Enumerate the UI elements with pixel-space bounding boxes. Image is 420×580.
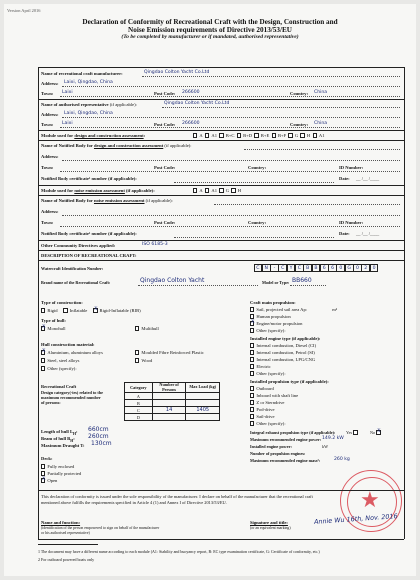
signature-label: Signature and title: [250, 520, 288, 525]
hull-type-label: Type of hull: [41, 318, 66, 323]
frame-top [38, 67, 404, 68]
dotted-line [138, 285, 258, 286]
noise-module-label: Module used for [41, 188, 74, 193]
main-option-engine [250, 321, 302, 326]
dotted-line [174, 182, 334, 183]
statement-line2: mentioned above fulfills the requirements specified in Article 4 (1) and Annex I of Directive 2013/53/EU. [41, 500, 227, 505]
noise-module-label-u: noise emission assessment [74, 188, 125, 193]
option-label: Other (specify): [47, 366, 77, 371]
option-label: Steel, steel alloys [47, 358, 80, 363]
checkbox-design-bd[interactable] [237, 133, 241, 137]
table-header: Number of Persons [152, 383, 186, 393]
model-label: Model or Type: [262, 280, 290, 285]
table-cell: D [125, 414, 153, 421]
checkbox-noise-a1[interactable] [205, 188, 209, 192]
handwritten-signature: Annie Wu 16th, Nov. 2016 [313, 512, 398, 526]
material-option-steel [41, 358, 79, 363]
dotted-line [62, 160, 400, 161]
noise-cert-label: Notified Body certificate¹ number (if applicable): [41, 231, 137, 236]
description-header: DESCRIPTION OF RECREATIONAL CRAFT: [41, 253, 137, 258]
option-label: Other (specify): [256, 421, 286, 426]
checkbox-frp[interactable] [135, 350, 139, 354]
dotted-line [142, 76, 400, 77]
authorised-name-value: Qingdao Colton Yacht Co.Ltd [164, 101, 230, 106]
checkbox-integral-yes[interactable] [353, 430, 357, 434]
other-directives-label: Other Community Directives applied: [41, 243, 116, 248]
win-cell[interactable]: B [303, 264, 312, 272]
option-label: Wood [141, 358, 153, 363]
checkbox-wood[interactable] [135, 358, 139, 362]
dotted-line [162, 107, 400, 108]
section-divider [38, 140, 404, 141]
design-address-label: Address: [41, 154, 59, 159]
option-label: Other (specify): [256, 328, 286, 333]
length-row: Length of hull $L_H$: [41, 429, 78, 436]
ptype-option-pod [250, 407, 275, 412]
noise-idnumber-label: ID Number: [339, 220, 364, 225]
section-divider [38, 240, 404, 241]
manufacturer-country-label: Country: [290, 91, 309, 96]
dotted-line [62, 215, 400, 216]
option-label: Z or Sterndrive [256, 400, 285, 405]
name-function-note2: or his authorised representative) [41, 531, 90, 535]
hull-option-mono [41, 326, 66, 331]
title-line2: Noise Emission requirements of Directive 2013/53/EU [128, 26, 292, 34]
option-label: Engine/motor propulsion [256, 321, 303, 326]
option-label: Inflatable [69, 308, 88, 313]
noise-notified-row [41, 198, 173, 203]
checkbox-design-bf[interactable] [272, 133, 276, 137]
option-label: B+C [225, 133, 235, 138]
section-divider [38, 185, 404, 186]
table-cell: A [125, 393, 153, 400]
frame-bottom [38, 539, 404, 540]
checkbox-inflatable[interactable] [63, 308, 67, 312]
checkbox-material-other[interactable] [41, 366, 45, 370]
installed-power-unit: kW [322, 444, 329, 449]
checkbox-design-a[interactable] [193, 133, 197, 137]
design-cert-label: Notified Body certificate¹ number (if applicable): [41, 176, 137, 181]
option-label: A1 [318, 133, 325, 138]
deck-option-enclosed [41, 464, 74, 469]
material-option-wood [135, 358, 152, 363]
win-label: Watercraft Identification Number: [41, 266, 104, 271]
deck-label: Deck: [41, 456, 53, 461]
manufacturer-address-value: Laixi, Qingdao, China [64, 80, 113, 85]
win-cells [254, 264, 378, 272]
table-row [125, 393, 220, 400]
length-value: 660cm [88, 426, 109, 433]
win-cell[interactable]: B [312, 264, 321, 272]
installed-power-label: Installed engine power: [250, 444, 292, 449]
sail-area-unit: m² [332, 307, 338, 312]
manufacturer-postcode-label: Post Code: [154, 91, 176, 96]
win-cell[interactable]: C [254, 264, 263, 272]
checkbox-electric[interactable] [250, 364, 254, 368]
design-category-label2: Design category(-ies) related to the [41, 390, 104, 395]
max-mass-label: Maximum recommended engine mass²: [250, 458, 321, 463]
statement-line1: This declaration of conformity is issued under the sole responsibility of the manufacturer. I declare on behalf of the manufacturer that the recreational craft [41, 494, 313, 499]
authorised-country-value: China [314, 121, 328, 126]
noise-module-label-note: (if applicable): [126, 188, 155, 193]
design-module-label-u: design and construction assessment [74, 133, 144, 138]
table-header-row [125, 383, 220, 393]
noise-postcode-label: Post Code: [154, 220, 176, 225]
design-notified-label: Name of Notified Body for [41, 143, 93, 148]
design-module-label: Module used for [41, 133, 74, 138]
table-cell[interactable] [152, 393, 186, 400]
ptype-option-inboard [250, 393, 298, 398]
design-category-label1: Recreational Craft [41, 384, 77, 389]
checkbox-design-bc[interactable] [219, 133, 223, 137]
dotted-line [214, 204, 400, 205]
noise-country-label: Country: [248, 220, 267, 225]
checkbox-fully-enclosed[interactable] [41, 464, 45, 468]
win-cell[interactable]: 6 [320, 264, 329, 272]
dotted-line [174, 237, 334, 238]
frame-left [38, 67, 39, 539]
footnote-rule [38, 544, 98, 545]
design-date-label: Date: [339, 176, 350, 181]
design-notified-row [41, 143, 192, 148]
win-cell[interactable]: 0 [353, 264, 362, 272]
design-postcode-label: Post Code: [154, 165, 176, 170]
ptype-option-saildrive [250, 414, 275, 419]
checkbox-open[interactable]: X [42, 477, 46, 483]
propulsion-type-label: Installed propulsion type (if applicable): [250, 379, 329, 384]
ptype-option-sterndrive [250, 400, 284, 405]
length-label: Length of hull L [41, 429, 74, 434]
noise-date-value: __ /__ /____ [356, 231, 380, 236]
dotted-line [60, 226, 400, 227]
signature-note: (or an equivalent marking) [250, 526, 291, 530]
option-label: Other (specify): [256, 371, 286, 376]
seal-star-icon: ★ [360, 488, 380, 513]
design-module-options [193, 133, 325, 138]
win-cell[interactable]: C [295, 264, 304, 272]
checkbox-monohull[interactable]: X [42, 325, 46, 331]
authorised-postcode-label: Post Code: [154, 122, 176, 127]
material-option-other [41, 366, 77, 371]
option-label: H [237, 188, 242, 193]
footnote-1: 1 The document may have a different name according to each module (A1: Stability and buoyancy report, B: EC type examination certificate, G: Certificate of conformity, etc.) [38, 549, 320, 554]
beam-row: Beam of hull $B_H$: [41, 436, 75, 443]
dotted-line [62, 86, 400, 87]
other-directives-value: ISO 6185-3 [142, 242, 168, 247]
win-cell[interactable]: 0 [370, 264, 379, 272]
ptype-option-other [250, 421, 286, 426]
checkbox-aluminium[interactable]: X [42, 349, 46, 355]
noise-date-label: Date: [339, 231, 350, 236]
integral-no [370, 430, 383, 435]
checkbox-main-other[interactable] [250, 328, 254, 332]
design-module-row: Module used for design and construction assessment: [41, 133, 146, 138]
title-line3: (To be completed by manufacturer or if mandated, authorised representative) [121, 34, 299, 40]
option-label: Open [47, 478, 58, 483]
engine-option-petrol [250, 350, 315, 355]
section-divider [38, 99, 404, 100]
option-label: Multihull [141, 326, 159, 331]
option-label: Internal combustion, LPG/CNG [256, 357, 316, 362]
checkbox-inboard[interactable] [250, 393, 254, 397]
win-cell[interactable]: - [270, 264, 279, 272]
win-cell[interactable]: Y [287, 264, 296, 272]
checkbox-rib[interactable]: X [94, 307, 98, 313]
design-notified-label-u: design and construction assessment [93, 143, 164, 148]
hull-option-multi [135, 326, 159, 331]
option-label: Inboard with shaft line [256, 393, 299, 398]
win-cell[interactable]: C [278, 264, 287, 272]
name-function-label: Name and function: [41, 520, 81, 525]
table-cell: C [125, 407, 153, 414]
checkbox-engine-other[interactable] [250, 371, 254, 375]
option-label: Rigid [47, 308, 58, 313]
dotted-line [60, 127, 400, 128]
model-value: BB660 [292, 277, 312, 284]
engine-option-electric [250, 364, 271, 369]
authorised-address-value: Laixi, Qingdao, China [64, 111, 113, 116]
draught-label: Maximum Draught T: [41, 443, 85, 448]
section-divider [38, 490, 404, 491]
option-label: G [225, 188, 230, 193]
section-divider [38, 130, 404, 131]
option-label: Rigid-Inflatable (RIB) [99, 308, 141, 313]
checkbox-outboard[interactable] [250, 386, 254, 390]
checkbox-sail[interactable] [250, 307, 254, 311]
construction-type-label: Type of construction: [41, 300, 83, 305]
checkbox-noise-a[interactable] [193, 188, 197, 192]
no-label: No [370, 430, 376, 435]
brand-label: Brand name of the Recreational Craft: [41, 280, 111, 285]
design-town-label: Town: [41, 165, 54, 170]
noise-notified-label: Name of Notified Body for [41, 198, 93, 203]
option-label: A1 [211, 133, 218, 138]
option-label: A [199, 133, 203, 138]
option-label: B+D [243, 133, 253, 138]
design-category-label3: maximum recommended number [41, 395, 101, 400]
integral-label: Integral exhaust propulsion type (if applicable): [250, 430, 336, 435]
table-cell[interactable] [186, 400, 220, 407]
table-cell[interactable] [186, 414, 220, 421]
declaration-form [4, 4, 416, 576]
checkbox-diesel[interactable] [250, 343, 254, 347]
win-cell[interactable]: 6 [328, 264, 337, 272]
construction-type-options [41, 308, 141, 313]
material-label: Hull construction material: [41, 342, 95, 347]
design-date-value: __ /__ /____ [356, 176, 380, 181]
max-power-label: Maximum recommended engine power: [250, 437, 322, 442]
engine-option-diesel [250, 343, 316, 348]
table-cell[interactable] [152, 400, 186, 407]
table-header: Category [125, 383, 153, 393]
number-engines-label: Number of propulsion engines: [250, 451, 306, 456]
table-cell[interactable] [186, 393, 220, 400]
checkbox-multihull[interactable] [135, 326, 139, 330]
version-label: Version April 2016 [7, 8, 41, 13]
table-cell[interactable] [152, 414, 186, 421]
option-label: Internal combustion, Petrol (SI) [256, 350, 315, 355]
manufacturer-postcode-value: 266600 [182, 90, 200, 95]
option-label: Fully enclosed [47, 464, 75, 469]
dotted-line [244, 149, 400, 150]
main-option-sail [250, 307, 337, 312]
authorised-postcode-value: 266600 [182, 121, 200, 126]
main-propulsion-label: Craft main propulsion: [250, 300, 296, 305]
manufacturer-town-value: Laixi [62, 90, 73, 95]
section-divider [38, 260, 404, 261]
material-option-frp [135, 350, 204, 355]
material-option-aluminium [41, 350, 103, 355]
brand-value: Qingdao Colton Yacht [140, 277, 205, 284]
table-row [125, 407, 220, 414]
win-cell[interactable]: G [345, 264, 354, 272]
title-line1: Declaration of Conformity of Recreational Craft with the Design, Construction and [82, 18, 338, 26]
dotted-line [60, 171, 400, 172]
checkbox-petrol[interactable] [250, 350, 254, 354]
main-option-other [250, 328, 286, 333]
design-category-label4: of persons: [41, 400, 61, 405]
integral-yes [346, 430, 360, 435]
design-category-table [124, 382, 220, 421]
option-label: B+F [277, 133, 287, 138]
ptype-option-outboard [250, 386, 274, 391]
table-cell: B [125, 400, 153, 407]
dotted-line [290, 285, 326, 286]
checkbox-noise-h[interactable] [231, 188, 235, 192]
design-notified-note: (if applicable): [164, 143, 192, 148]
option-label: H [306, 133, 311, 138]
checkbox-saildrive[interactable] [250, 414, 254, 418]
authorised-name-note: (if applicable): [109, 102, 137, 107]
manufacturer-address-label: Address: [41, 81, 59, 86]
footnote-2: 2 For outboard powered boats only [38, 557, 95, 562]
option-label: Pod-drive [256, 407, 275, 412]
option-label: A [199, 188, 203, 193]
max-mass-value: 260 kg [334, 457, 350, 462]
option-label: Sail-drive [256, 414, 275, 419]
checkbox-rigid[interactable] [41, 308, 45, 312]
dotted-line [60, 96, 400, 97]
checkbox-design-a1b[interactable] [313, 133, 317, 137]
beam-label: Beam of hull B [41, 436, 71, 441]
checkbox-integral-no[interactable]: X [377, 429, 381, 435]
authorised-address-label: Address: [41, 112, 59, 117]
section-divider [38, 250, 404, 251]
dotted-line [62, 117, 400, 118]
checkbox-sterndrive[interactable] [250, 400, 254, 404]
checkbox-steel[interactable] [41, 358, 45, 362]
authorised-town-label: Town: [41, 122, 54, 127]
option-label: G [294, 133, 299, 138]
option-label: Outboard [256, 386, 274, 391]
length-sub: H [73, 431, 77, 436]
win-cell[interactable]: 2 [361, 264, 370, 272]
section-divider [38, 195, 404, 196]
beam-value: 260cm [88, 433, 109, 440]
noise-notified-note: (if applicable): [145, 198, 173, 203]
noise-module-options [193, 188, 241, 193]
noise-notified-label-u: noise emission assessment [93, 198, 145, 203]
option-label: Moulded Fibre Reinforced Plastic [141, 350, 204, 355]
option-label: Electric [256, 364, 271, 369]
checkbox-pod[interactable] [250, 407, 254, 411]
table-cell[interactable]: 1405 [186, 407, 220, 414]
option-label: Partially protected [47, 471, 82, 476]
option-label: Monohull [47, 326, 66, 331]
option-label: Aluminium, aluminium alloys [47, 350, 103, 355]
table-header: Max Load (kg) [186, 383, 220, 393]
main-option-human [250, 314, 291, 319]
noise-address-label: Address: [41, 209, 59, 214]
checkbox-engine[interactable]: X [251, 320, 255, 326]
deck-option-open [41, 478, 57, 483]
checkbox-noise-g[interactable] [219, 188, 223, 192]
option-label: Human propulsion [256, 314, 291, 319]
yes-label: Yes [346, 430, 353, 435]
checkbox-design-g[interactable] [288, 133, 292, 137]
win-cell[interactable]: 0 [336, 264, 345, 272]
checkbox-partially-protected[interactable] [41, 471, 45, 475]
authorised-name-label: Name of authorised representative [41, 102, 109, 107]
draught-value: 130cm [91, 440, 112, 447]
option-label: A1 [211, 188, 218, 193]
beam-sub: H [70, 438, 74, 443]
name-function-note1: (identification of the person empowered to sign on behalf of the manufacturer [41, 526, 160, 530]
option-label: Internal combustion, Diesel (CI) [256, 343, 317, 348]
option-label: Sail, projected sail area Ap: [256, 307, 308, 312]
manufacturer-country-value: China [314, 90, 328, 95]
noise-town-label: Town: [41, 220, 54, 225]
max-power-value: 149.2 kW [322, 436, 344, 441]
table-cell[interactable]: 14 [152, 407, 186, 414]
checkbox-human[interactable] [250, 314, 254, 318]
engine-type-label: Installed engine type (if applicable): [250, 336, 321, 341]
authorised-name-row [41, 102, 137, 107]
engine-option-lpg [250, 357, 315, 362]
authorised-country-label: Country: [290, 122, 309, 127]
frame-right [404, 67, 405, 539]
engine-option-other [250, 371, 286, 376]
win-cell[interactable]: N [262, 264, 271, 272]
checkbox-ptype-other[interactable] [250, 421, 254, 425]
manufacturer-name-value: Qingdao Colton Yacht Co.Ltd [144, 70, 210, 75]
table-row [125, 414, 220, 421]
checkbox-lpg[interactable] [250, 357, 254, 361]
design-country-label: Country: [248, 165, 267, 170]
noise-module-row [41, 188, 155, 193]
checkbox-design-a1[interactable] [205, 133, 209, 137]
manufacturer-name-label: Name of recreational craft manufacturer: [41, 71, 123, 76]
manufacturer-town-label: Town: [41, 91, 54, 96]
option-label: B+E [260, 133, 270, 138]
design-idnumber-label: ID Number: [339, 165, 364, 170]
checkbox-design-h[interactable] [300, 133, 304, 137]
authorised-town-value: Laixi [62, 121, 73, 126]
table-row [125, 400, 220, 407]
checkbox-design-be[interactable] [254, 133, 258, 137]
deck-option-partial [41, 471, 81, 476]
